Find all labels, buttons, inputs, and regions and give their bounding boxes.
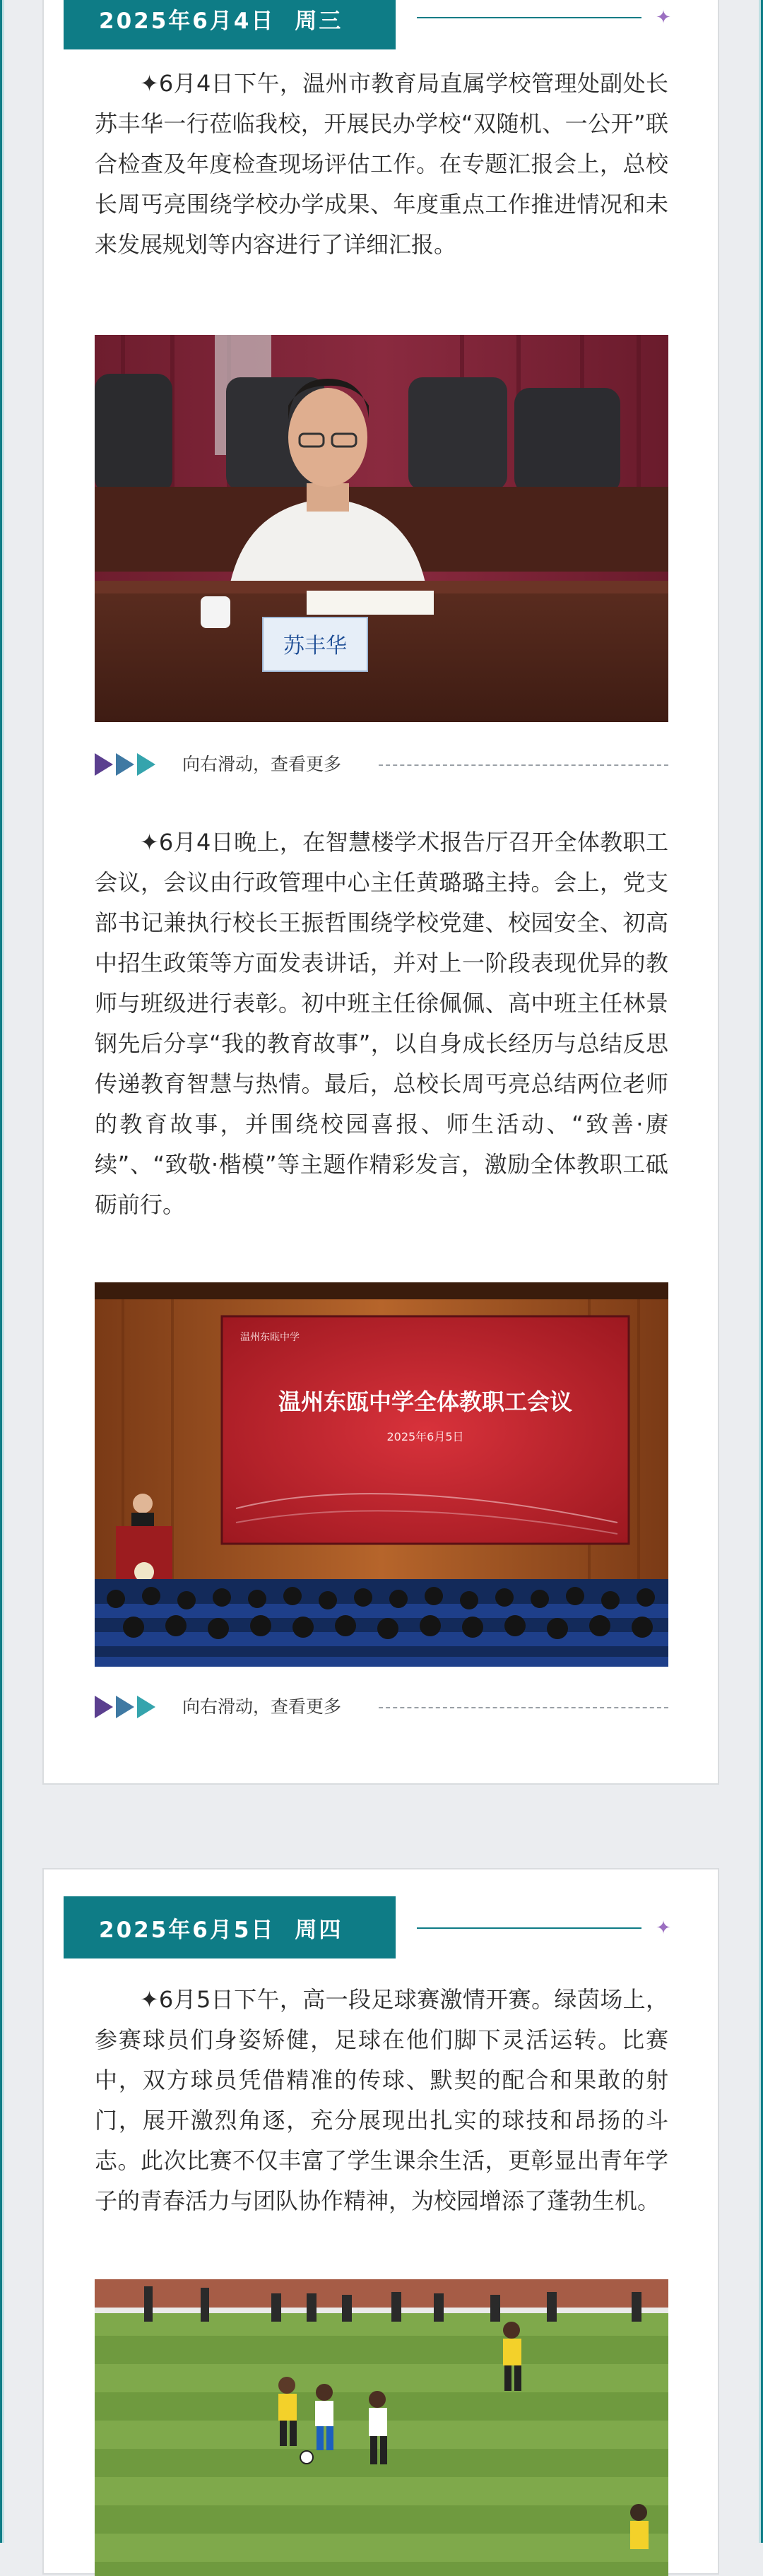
date-badge (64, 1896, 396, 1958)
swipe-hint-text: 向右滑动，查看更多 (182, 754, 342, 774)
meeting-room-illustration (95, 335, 668, 722)
photo-football-match[interactable] (95, 2279, 668, 2576)
football-field-illustration (95, 2279, 668, 2576)
sparkle-icon: ✦ (656, 7, 671, 28)
chevron-right-icon (137, 753, 155, 776)
article-card-june-4 (42, 0, 719, 1785)
date-badge (64, 0, 396, 49)
name-card-text: 苏丰华 (283, 634, 347, 658)
weekday-label: 周四 (295, 1917, 343, 1943)
banner-title: 温州东瓯中学全体教职工会议 (278, 1388, 573, 1415)
auditorium-illustration (95, 1282, 668, 1667)
weekday-label: 周三 (295, 8, 343, 34)
swipe-hint-1 (95, 750, 668, 779)
swipe-hint-2 (95, 1693, 668, 1721)
left-frame-rail (0, 0, 4, 2543)
swipe-hint-text: 向右滑动，查看更多 (182, 1696, 342, 1717)
paragraph-inspection: ✦6月4日下午，温州市教育局直属学校管理处副处长苏丰华一行莅临我校，开展民办学校“双随机、一公开”联合检查及年度检查现场评估工作。在专题汇报会上，总校长周丐亮围绕学校办学成果、年度重点工作推进情况和未来发展规划等内容进行了详细汇报。 (95, 70, 668, 258)
banner-date: 2025年6月5日 (386, 1430, 464, 1443)
photo-staff-meeting[interactable] (95, 1282, 668, 1667)
paragraph-football-match: ✦6月5日下午，高一段足球赛激情开赛。绿茵场上，参赛球员们身姿矫健，足球在他们脚下灵活运转。比赛中，双方球员凭借精准的传球、默契的配合和果敢的射门，展开激烈角逐，充分展现出扎实的球技和昂扬的斗志。此次比赛不仅丰富了学生课余生活，更彰显出青年学子的青春活力与团队协作精神，为校园增添了蓬勃生机。 (95, 1986, 668, 2214)
chevron-right-icon (95, 1696, 113, 1718)
date-label: 2025年6月5日 (99, 1917, 276, 1943)
header-divider (417, 17, 641, 18)
article-card-june-5 (42, 1868, 719, 2575)
paragraph-staff-meeting: ✦6月4日晚上，在智慧楼学术报告厅召开全体教职工会议，会议由行政管理中心主任黄璐璐主持。会上，党支部书记兼执行校长王振哲围绕学校党建、校园安全、初高中招生政策等方面发表讲话，并对上一阶段表现优异的教师与班级进行表彰。初中班主任徐佩佩、高中班主任林景钢先后分享“我的教育故事”，以自身成长经历与总结反思传递教育智慧与热情。最后，总校长周丐亮总结两位老师的教育故事，并围绕校园喜报、师生活动、“致善·赓续”、“致敬·楷模”等主题作精彩发言，激励全体教职工砥砺前行。 (95, 829, 668, 1218)
chevron-right-icon (116, 753, 134, 776)
dashed-divider (379, 1707, 668, 1708)
dashed-divider (379, 764, 668, 766)
chevron-right-icon (116, 1696, 134, 1718)
school-logo-text: 温州东瓯中学 (240, 1332, 300, 1343)
photo-inspection-meeting[interactable] (95, 335, 668, 722)
header-divider (417, 1927, 641, 1929)
chevron-right-icon (137, 1696, 155, 1718)
date-label: 2025年6月4日 (99, 8, 276, 34)
right-frame-rail (759, 0, 763, 2543)
sparkle-icon: ✦ (656, 1918, 671, 1939)
chevron-right-icon (95, 753, 113, 776)
